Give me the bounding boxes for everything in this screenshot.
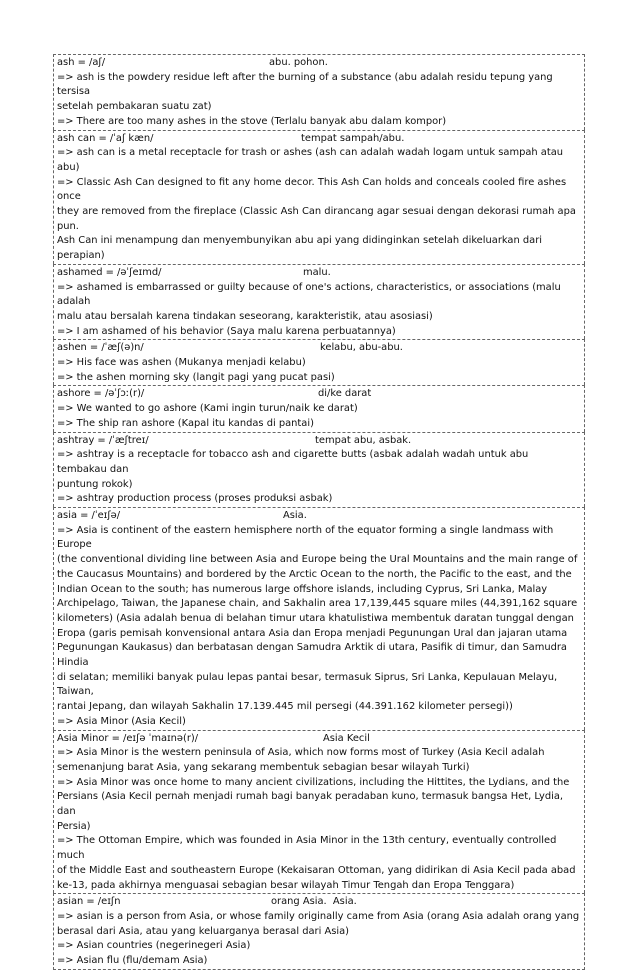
entry-text-line: Archipelago, Taiwan, the Japanese chain, and Sakhalin area 17,139,445 square miles (44,391,162 square xyxy=(57,598,578,610)
entry-text-line: Pegunungan Kaukasus) dan berbatasan dengan Samudra Arktik di utara, Pasifik di timur, dan Samudra Hindia xyxy=(57,642,571,669)
entry-text-line: => ashtray is a receptacle for tobacco ash and cigarette butts (asbak adalah wadah untuk abu tembakau dan xyxy=(57,449,532,475)
entry-text-line: => ash can is a metal receptacle for trash or ashes (ash can adalah wadah logam untuk sampah atau abu) xyxy=(57,147,567,173)
entry-text-line: semenanjung barat Asia, yang sekarang membentuk sebagian besar wilayah Turki) xyxy=(57,761,470,773)
entry-headword-row xyxy=(57,266,581,281)
entry-text-line: of the Middle East and southeastern Europe (Kekaisaran Ottoman, yang didirikan di Asia Kecil pada abad xyxy=(57,864,576,876)
entry-text-line: malu atau bersalah karena tindakan seseorang, karakteristik, atau asosiasi) xyxy=(57,310,433,322)
dictionary-entry xyxy=(53,130,585,264)
entry-text-line: => Asian flu (flu/demam Asia) xyxy=(57,955,208,967)
entry-text-line: Persians (Asia Kecil pernah menjadi rumah bagi banyak peradaban kuno, termasuk bangsa Het, Lydia, dan xyxy=(57,791,567,818)
entry-text-line: Ash Can ini menampung dan menyembunyikan abu api yang didinginkan setelah dikeluarkan dari perapian) xyxy=(57,235,546,262)
entry-term: ash can = /ˈaʃ kæn/ xyxy=(57,132,154,144)
entry-translation: di/ke darat xyxy=(318,388,372,400)
entry-text-line: di selatan; memiliki banyak pulau lepas pantai besar, termasuk Siprus, Sri Lanka, Kepulauan Melayu, Taiwan, xyxy=(57,671,561,698)
entry-term: Asia Minor = /eɪʃə ˈmaɪnə(r)/ xyxy=(57,732,199,744)
entry-headword-row xyxy=(57,387,581,402)
entry-text-line: => asian is a person from Asia, or whose family originally came from Asia (orang Asia adalah orang yang xyxy=(57,910,580,922)
entry-text-line: they are removed from the fireplace (Classic Ash Can dirancang agar sesuai dengan dekorasi rumah apa pun. xyxy=(57,206,580,232)
entry-text-line: => Asia is continent of the eastern hemisphere north of the equator forming a single landmass with Europe xyxy=(57,524,557,551)
entry-text-line: => We wanted to go ashore (Kami ingin turun/naik ke darat) xyxy=(57,403,358,415)
entry-text-line: => His face was ashen (Mukanya menjadi kelabu) xyxy=(57,357,306,368)
entry-text-line: => Asia Minor (Asia Kecil) xyxy=(57,715,186,727)
entry-headword-row xyxy=(57,341,581,356)
entry-text-line: => The ship ran ashore (Kapal itu kandas di pantai) xyxy=(57,417,314,429)
entry-text-line: Eropa (garis pemisah konvensional antara Asia dan Eropa menjadi Pegunungan Ural dan jajaran utama xyxy=(57,627,568,639)
entry-headword-row xyxy=(57,732,581,747)
entry-text-line: => ashamed is embarrassed or guilty because of one's actions, characteristics, or associations (malu adalah xyxy=(57,281,564,308)
entry-text-line: (the conventional dividing line between Asia and Europe being the Ural Mountains and the main range of xyxy=(57,554,578,566)
entry-translation: abu. pohon. xyxy=(269,57,328,68)
entry-translation: orang Asia. Asia. xyxy=(271,896,357,908)
entry-translation: tempat sampah/abu. xyxy=(301,132,405,144)
entry-headword-row xyxy=(57,56,581,71)
entry-text-line: => Asia Minor is the western peninsula of Asia, which now forms most of Turkey (Asia Kecil adalah xyxy=(57,747,545,759)
dictionary-entry xyxy=(53,730,585,894)
entry-text-line: => There are too many ashes in the stove (Terlalu banyak abu dalam kompor) xyxy=(57,115,447,127)
entry-term: ashtray = /ˈæʃtreɪ/ xyxy=(57,434,149,446)
entry-translation: Asia. xyxy=(283,510,307,521)
dictionary-entry xyxy=(53,385,585,431)
entry-term: ashamed = /əˈʃeɪmd/ xyxy=(57,266,162,278)
dictionary-entry xyxy=(53,432,585,508)
entry-text-line: kilometers) (Asia adalah benua di belahan timur utara khatulistiwa membentuk daratan tunggal dengan xyxy=(57,612,574,624)
entry-text-line: ke-13, pada akhirnya menguasai sebagian besar wilayah Timur Tengah dan Eropa Tenggara) xyxy=(57,879,515,891)
dictionary-entry xyxy=(53,893,585,970)
dictionary-entry xyxy=(53,264,585,340)
entry-term: ash = /aʃ/ xyxy=(57,57,106,68)
entry-text-line: => the ashen morning sky (langit pagi yang pucat pasi) xyxy=(57,371,335,383)
dictionary-entry xyxy=(53,339,585,385)
entry-text-line: => I am ashamed of his behavior (Saya malu karena perbuatannya) xyxy=(57,325,396,337)
entry-headword-row xyxy=(57,132,581,147)
entry-term: asia = /ˈeɪʃə/ xyxy=(57,510,121,521)
entry-translation: Asia Kecil xyxy=(323,732,370,744)
entry-text-line: => Asia Minor was once home to many ancient civilizations, including the Hittites, the Lydians, and the xyxy=(57,776,570,788)
entry-text-line: setelah pembakaran suatu zat) xyxy=(57,101,212,113)
dictionary-entry xyxy=(53,54,585,130)
entry-headword-row xyxy=(57,434,581,449)
entry-text-line: rantai Jepang, dan wilayah Sakhalin 17.139.445 mil persegi (44.391.162 kilometer persegi)) xyxy=(57,701,513,713)
entry-text-line: => The Ottoman Empire, which was founded in Asia Minor in the 13th century, eventually controlled much xyxy=(57,835,560,862)
entry-translation: tempat abu, asbak. xyxy=(315,434,412,446)
entry-translation: kelabu, abu-abu. xyxy=(320,342,403,354)
entry-text-line: => Asian countries (negerinegeri Asia) xyxy=(57,940,251,952)
entry-term: ashore = /əˈʃɔː(r)/ xyxy=(57,388,145,400)
dictionary-document xyxy=(53,54,585,970)
entry-text-line: => ash is the powdery residue left after the burning of a substance (abu adalah residu tepung yang tersisa xyxy=(57,71,556,98)
entry-text-line: the Caucasus Mountains) and bordered by the Arctic Ocean to the north, the Pacific to the east, and the xyxy=(57,568,572,580)
entry-text-line: Persia) xyxy=(57,820,91,832)
entry-text-line: Indian Ocean to the south; has numerous large offshore islands, including Cyprus, Sri Lanka, Malay xyxy=(57,583,548,595)
entry-text-line: => ashtray production process (proses produksi asbak) xyxy=(57,493,333,505)
entry-text-line: => Classic Ash Can designed to fit any home decor. This Ash Can holds and conceals cooled fire ashes once xyxy=(57,176,570,203)
entry-text-line: berasal dari Asia, atau yang keluarganya berasal dari Asia) xyxy=(57,925,350,937)
entry-term: asian = /eɪʃn xyxy=(57,896,121,908)
entry-text-line: puntung rokok) xyxy=(57,478,133,490)
entry-translation: malu. xyxy=(303,266,331,278)
dictionary-entry xyxy=(53,507,585,730)
entry-headword-row xyxy=(57,509,581,524)
entry-term: ashen = /ˈæʃ(ə)n/ xyxy=(57,342,144,354)
